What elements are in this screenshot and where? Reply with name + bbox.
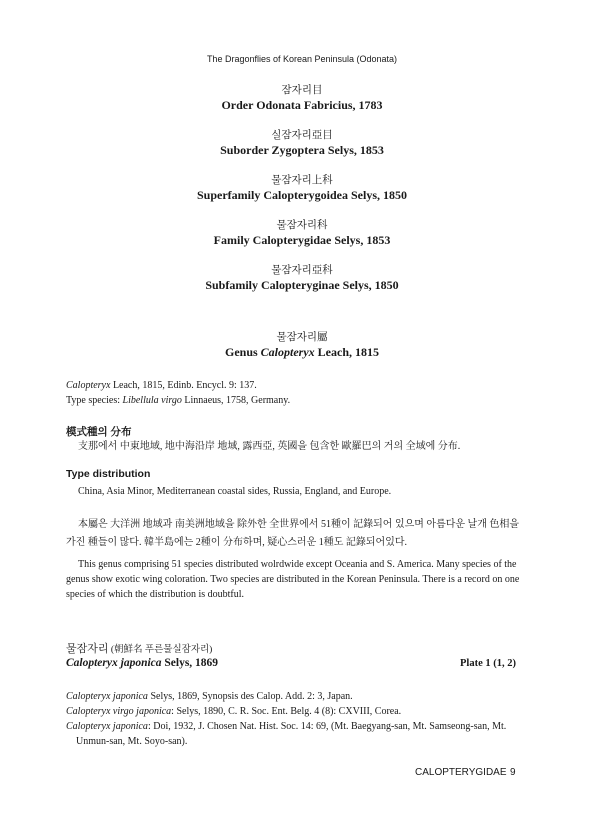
reference-item xyxy=(66,704,526,719)
type-distribution-kr-text xyxy=(66,439,526,454)
taxon-suborder-en: Suborder Zygoptera Selys, 1853 xyxy=(220,143,384,157)
taxon-subfamily xyxy=(0,264,604,293)
reference-rest: : Selys, 1890, C. R. Soc. Ent. Belg. 4 (8): CXVIII, Corea. xyxy=(171,706,402,717)
taxon-family xyxy=(0,219,604,248)
taxon-suborder-kr: 실잠자리亞目 xyxy=(271,130,333,141)
genus-title-en xyxy=(0,345,604,360)
type-species-rest: Linnaeus, 1758, Germany. xyxy=(181,395,291,406)
reference-name: Calopteryx virgo japonica xyxy=(66,706,172,717)
taxon-order xyxy=(0,84,604,113)
reference-name: Calopteryx japonica xyxy=(66,691,148,702)
running-head: The Dragonflies of Korean Peninsula (Odonata) xyxy=(206,54,398,64)
genus-citation-name: Calopteryx xyxy=(66,380,111,391)
species-kr-main: 물잠자리 xyxy=(66,643,109,655)
genus-note-en-body: This genus comprising 51 species distributed wolrdwide except Oceania and S. America. Many species of the genus show exotic wing coloration. Two species are distributed in the Korean Peninsula. There is a record on one species of which the distribution is doubtful. xyxy=(66,559,520,600)
genus-suffix: Leach, 1815 xyxy=(314,345,380,359)
genus-citation xyxy=(66,378,526,408)
taxon-superfamily xyxy=(0,174,604,203)
taxon-superfamily-en: Superfamily Calopterygoidea Selys, 1850 xyxy=(197,188,407,202)
type-distribution-kr-body: 支那에서 中東地域, 地中海沿岸 地域, 露西亞, 英國을 包含한 歐羅巴의 거의 全域에 分布. xyxy=(78,441,461,452)
taxon-family-kr: 물잠자리科 xyxy=(276,220,328,231)
taxon-order-kr: 잠자리目 xyxy=(281,85,323,96)
genus-citation-line xyxy=(66,378,526,393)
taxon-order-en: Order Odonata Fabricius, 1783 xyxy=(221,98,383,112)
genus-title xyxy=(0,331,604,360)
genus-prefix: Genus xyxy=(224,345,261,359)
footer-family: CALOPTERYGIDAE xyxy=(415,767,507,778)
taxon-suborder xyxy=(0,129,604,158)
species-references xyxy=(66,689,526,749)
species-title-author: Selys, 1869 xyxy=(161,657,219,669)
species-title-name: Calopteryx japonica xyxy=(66,657,162,669)
species-kr-name xyxy=(66,640,212,656)
plate-reference: Plate 1 (1, 2) xyxy=(460,658,516,669)
type-species-line xyxy=(66,393,526,408)
taxon-subfamily-kr: 물잠자리亞科 xyxy=(271,265,333,276)
reference-rest: : Doi, 1932, J. Chosen Nat. Hist. Soc. 14: 69, (Mt. Baegyang-san, Mt. Samseong-san, Mt. Unmun-san, Mt. Soyo-san). xyxy=(76,721,507,747)
type-species-label: Type species: xyxy=(66,395,123,406)
type-distribution-en-body: China, Asia Minor, Mediterranean coastal sides, Russia, England, and Europe. xyxy=(78,486,392,497)
species-title xyxy=(66,657,218,669)
reference-item xyxy=(66,689,526,704)
page-number: 9 xyxy=(510,767,516,778)
species-kr-aside: (朝鮮名 푸른물실잠자리) xyxy=(108,645,213,655)
reference-item xyxy=(66,719,526,749)
genus-title-kr: 물잠자리屬 xyxy=(276,332,328,343)
type-distribution-en-heading: Type distribution xyxy=(66,468,151,480)
type-species-name: Libellula virgo xyxy=(122,395,182,406)
taxon-family-en: Family Calopterygidae Selys, 1853 xyxy=(213,233,391,247)
reference-name: Calopteryx japonica xyxy=(66,721,148,732)
taxon-subfamily-en: Subfamily Calopteryginae Selys, 1850 xyxy=(205,278,399,292)
type-distribution-en-text xyxy=(66,484,526,499)
type-distribution-kr-heading: 模式種의 分布 xyxy=(66,426,132,438)
reference-rest: Selys, 1869, Synopsis des Calop. Add. 2: 3, Japan. xyxy=(147,691,353,702)
taxon-superfamily-kr: 물잠자리上科 xyxy=(271,175,333,186)
genus-note-en xyxy=(66,557,526,602)
genus-note-kr xyxy=(66,516,526,552)
genus-citation-rest: Leach, 1815, Edinb. Encycl. 9: 137. xyxy=(110,380,257,391)
genus-note-kr-body: 本屬은 大洋洲 地域과 南美洲地域을 除外한 全世界에서 51種이 記錄되어 있으며 아름다운 날개 色相을 가진 種들이 많다. 韓半島에는 2種이 分布하며, 疑心스러운 1種도 記錄되어있다. xyxy=(66,519,520,548)
genus-name: Calopteryx xyxy=(260,345,315,359)
